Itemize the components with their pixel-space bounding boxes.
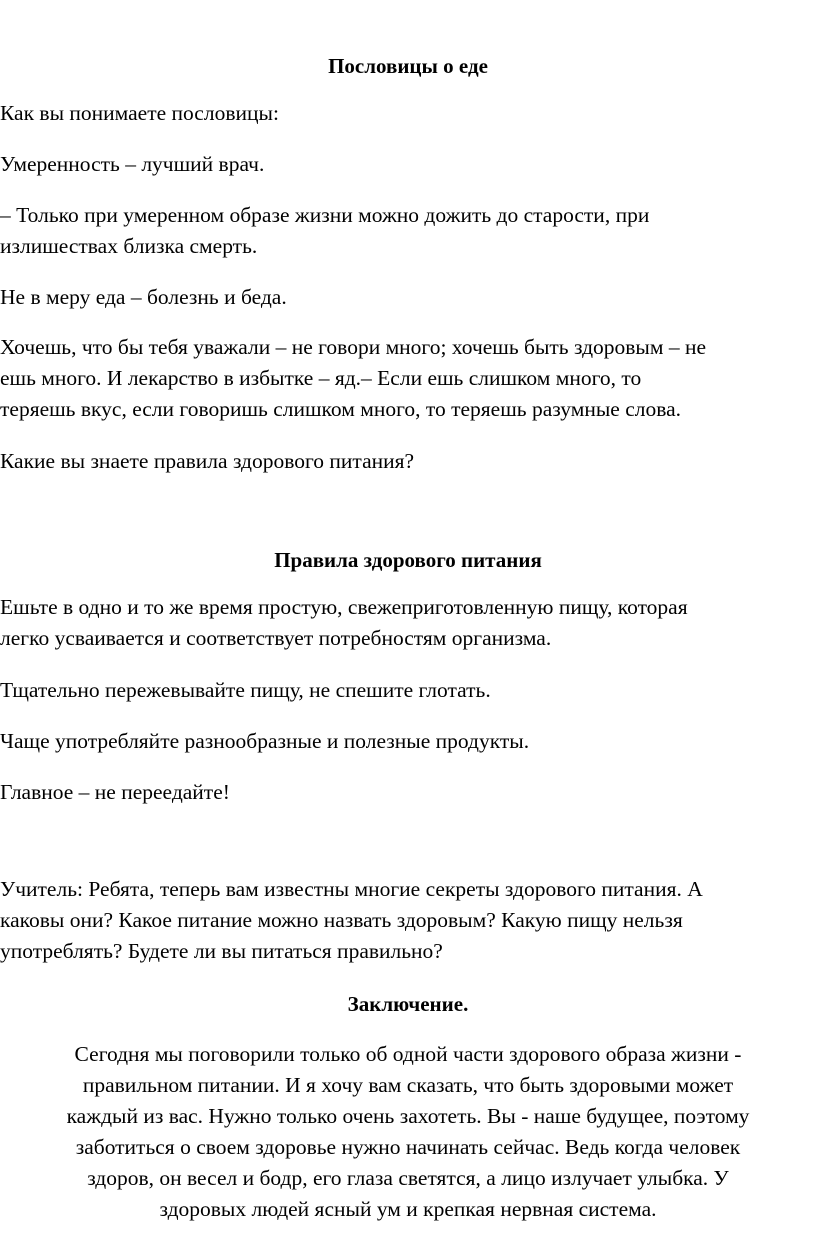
teacher-line-2: каковы они? Какое питание можно назвать здоровым? Какую пищу нельзя (0, 908, 683, 932)
conclusion-line-1: Сегодня мы поговорили только об одной части здорового образа жизни - (74, 1042, 742, 1066)
proverb-4-line-2: ешь много. И лекарство в избытке – яд.– Если ешь слишком много, то (0, 366, 642, 390)
rule-1 (0, 592, 816, 654)
proverb-3-line: Не в меру еда – болезнь и беда. (0, 285, 287, 309)
proverb-4-line-1: Хочешь, что бы тебя уважали – не говори много; хочешь быть здоровым – не (0, 335, 707, 359)
rule-1-line-2: легко усваивается и соответствует потребностям организма. (0, 626, 552, 650)
conclusion-paragraph (0, 1039, 816, 1225)
rule-4-line: Главное – не переедайте! (0, 780, 230, 804)
conclusion-line-4: заботиться о своем здоровье нужно начинать сейчас. Ведь когда человек (75, 1135, 741, 1159)
rule-3 (0, 726, 816, 757)
rule-4 (0, 777, 816, 808)
rule-2 (0, 675, 816, 706)
conclusion-line-6: здоровых людей ясный ум и крепкая нервная система. (159, 1197, 657, 1221)
teacher-line-1: Учитель: Ребята, теперь вам известны многие секреты здорового питания. А (0, 877, 703, 901)
proverb-3 (0, 282, 816, 313)
proverb-4-line-3: теряешь вкус, если говоришь слишком много, то теряешь разумные слова. (0, 397, 682, 421)
proverbs-question (0, 98, 816, 129)
proverb-1 (0, 149, 816, 180)
proverbs-question-2-line: Какие вы знаете правила здорового питания? (0, 449, 415, 473)
rule-3-line: Чаще употребляйте разнообразные и полезные продукты. (0, 729, 530, 753)
proverb-1-line: Умеренность – лучший врач. (0, 152, 265, 176)
proverb-2-line-2: излишествах близка смерть. (0, 234, 258, 258)
teacher-line-3: употреблять? Будете ли вы питаться правильно? (0, 939, 443, 963)
proverb-2 (0, 200, 816, 262)
proverbs-question-line: Как вы понимаете пословицы: (0, 101, 279, 125)
rule-2-line: Тщательно пережевывайте пищу, не спешите глотать. (0, 678, 491, 702)
conclusion-line-2: правильном питании. И я хочу вам сказать, что быть здоровыми может (82, 1073, 734, 1097)
proverbs-question-2 (0, 446, 816, 477)
proverb-4 (0, 332, 816, 425)
conclusion-title: Заключение. (347, 992, 469, 1016)
teacher-paragraph (0, 874, 816, 967)
conclusion-line-5: здоров, он весел и бодр, его глаза светятся, а лицо излучает улыбка. У (87, 1166, 729, 1190)
conclusion-line-3: каждый из вас. Нужно только очень захотеть. Вы - наше будущее, поэтому (66, 1104, 750, 1128)
proverb-2-line-1: – Только при умеренном образе жизни можно дожить до старости, при (0, 203, 650, 227)
rule-1-line-1: Ешьте в одно и то же время простую, свежеприготовленную пищу, которая (0, 595, 688, 619)
proverbs-title: Пословицы о еде (328, 54, 488, 78)
rules-title: Правила здорового питания (274, 548, 542, 572)
